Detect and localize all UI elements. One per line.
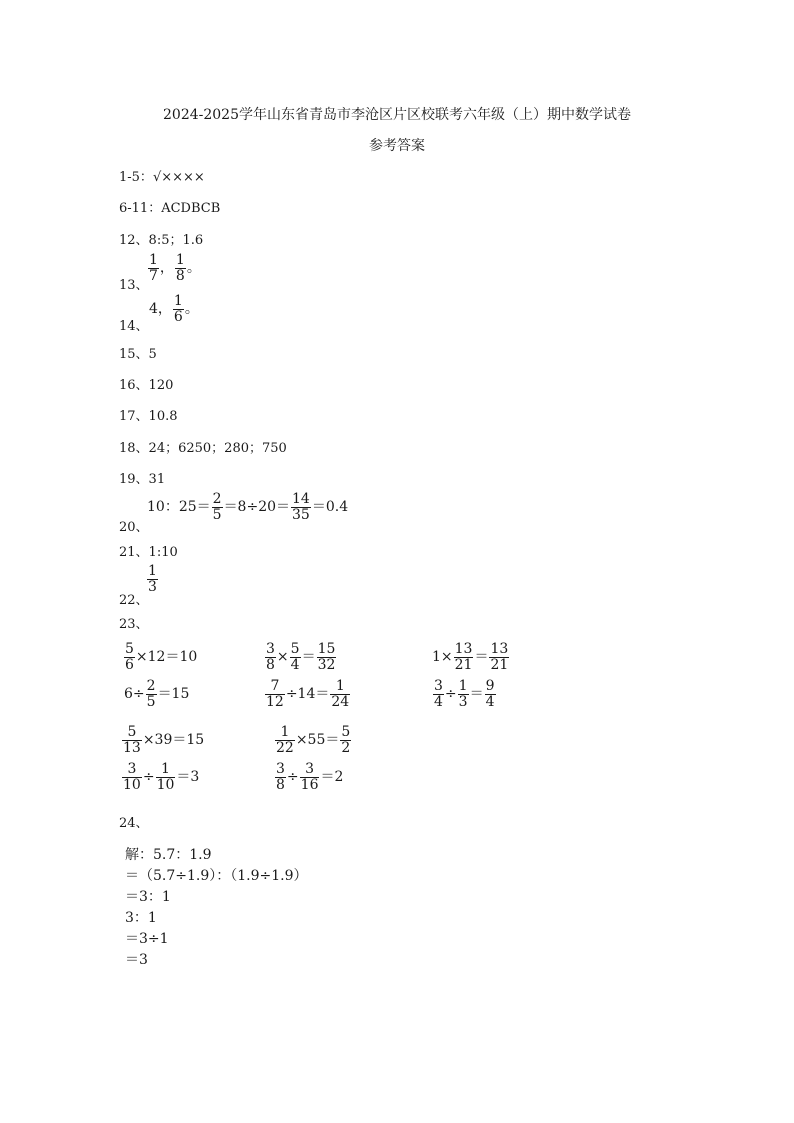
calc-10: $\frac{3}{8}$ ÷ $\frac{3}{16}$ ＝2: [276, 761, 344, 793]
answer-19: 19、31: [119, 472, 166, 487]
answer-18: 18、24；6250；280；750: [119, 441, 287, 456]
fraction: $\frac{1}{6}$: [173, 293, 183, 325]
answer-22-label: 22、: [119, 593, 149, 608]
calc-3: 1× $\frac{13}{21}$ ＝ $\frac{13}{21}$: [432, 641, 509, 673]
fraction: $\frac{1}{10}$: [156, 761, 175, 793]
answer-label: 12、: [119, 233, 149, 248]
answer-17: 17、10.8: [119, 409, 178, 424]
answer-22-expression: [146, 564, 159, 594]
fraction: $\frac{2}{5}$: [146, 678, 156, 710]
solution-line: ＝3: [125, 952, 148, 968]
calc-4: 6÷ $\frac{2}{5}$ ＝15: [124, 678, 190, 710]
page-title: 2024-2025学年山东省青岛市李沧区片区校联考六年级（上）期中数学试卷: [163, 107, 631, 123]
fraction: $\frac{3}{8}$: [266, 641, 275, 673]
fraction: $\frac{5}{2}$: [341, 724, 351, 756]
answer-value: 8:5；1.6: [148, 233, 204, 248]
solution-line: ＝（5.7÷1.9）：（1.9÷1.9）: [125, 868, 308, 884]
answer-6-11: [119, 197, 220, 216]
fraction: $\frac{5}{13}$: [123, 724, 141, 756]
calc-6: $\frac{3}{4}$ ÷ $\frac{1}{3}$ ＝ $\frac{9}{4}$: [434, 678, 495, 710]
fraction: $\frac{14}{35}$: [292, 491, 310, 523]
fraction: $\frac{3}{8}$: [276, 761, 285, 793]
fraction: $\frac{9}{4}$: [485, 678, 495, 710]
answer-20-expression: 10：25＝ $\frac{2}{5}$ ＝8÷20＝ $\frac{14}{35}$ ＝0.4: [147, 491, 349, 523]
fraction: $\frac{13}{21}$: [454, 641, 473, 673]
answer-value: √××××: [152, 170, 205, 185]
answer-24-label: 24、: [119, 816, 149, 831]
fraction: $\frac{5}{6}$: [125, 641, 134, 673]
fraction: $\frac{1}{24}$: [331, 678, 350, 710]
answer-label: 6-11：: [119, 201, 162, 216]
fraction: $\frac{5}{4}$: [290, 641, 300, 673]
calc-9: $\frac{3}{10}$ ÷ $\frac{1}{10}$ ＝3: [123, 761, 200, 793]
answer-12: [119, 229, 203, 248]
fraction: $\frac{1}{3}$: [148, 563, 157, 595]
calc-2: $\frac{3}{8}$ × $\frac{5}{4}$ ＝ $\frac{15}{32}$: [266, 641, 336, 673]
fraction: $\frac{3}{4}$: [434, 678, 443, 710]
fraction: $\frac{1}{7}$: [149, 252, 158, 284]
answer-label: 1-5：: [119, 170, 153, 185]
fraction: $\frac{1}{3}$: [458, 678, 468, 710]
fraction: $\frac{3}{10}$: [123, 761, 141, 793]
page-subtitle: 参考答案: [369, 138, 425, 154]
answer-23-label: 23、: [119, 617, 149, 632]
solution-block: [125, 845, 308, 971]
answer-1-5: [119, 166, 205, 185]
fraction: $\frac{1}{22}$: [276, 724, 294, 756]
answer-15: 15、5: [119, 347, 157, 362]
solution-line: 3：1: [125, 910, 157, 926]
answer-14-expression: 4， $\frac{1}{6}$ 。: [149, 293, 199, 325]
answer-13-expression: $\frac{1}{7}$ ， $\frac{1}{8}$ 。: [149, 252, 201, 284]
solution-line: 解：5.7：1.9: [125, 847, 212, 863]
fraction: $\frac{2}{5}$: [212, 491, 222, 523]
fraction: $\frac{13}{21}$: [490, 641, 509, 673]
calc-1: $\frac{5}{6}$ ×12＝10: [125, 641, 198, 673]
fraction: $\frac{1}{8}$: [175, 252, 185, 284]
calc-8: $\frac{1}{22}$ ×55＝ $\frac{5}{2}$: [276, 724, 351, 756]
answer-16: 16、120: [119, 378, 174, 393]
calc-5: $\frac{7}{12}$ ÷14＝ $\frac{1}{24}$: [266, 678, 350, 710]
solution-line: ＝3÷1: [125, 931, 169, 947]
answer-13-label: 13、: [119, 278, 149, 293]
answer-14-label: 14、: [119, 319, 149, 334]
solution-line: ＝3：1: [125, 889, 171, 905]
answer-20-label: 20、: [119, 520, 149, 535]
fraction: $\frac{15}{32}$: [317, 641, 336, 673]
fraction: $\frac{7}{12}$: [266, 678, 284, 710]
answer-21: 21、1:10: [119, 545, 178, 560]
calc-7: $\frac{5}{13}$ ×39＝15: [123, 724, 205, 756]
answer-value: ACDBCB: [161, 201, 221, 216]
fraction: $\frac{3}{16}$: [300, 761, 319, 793]
